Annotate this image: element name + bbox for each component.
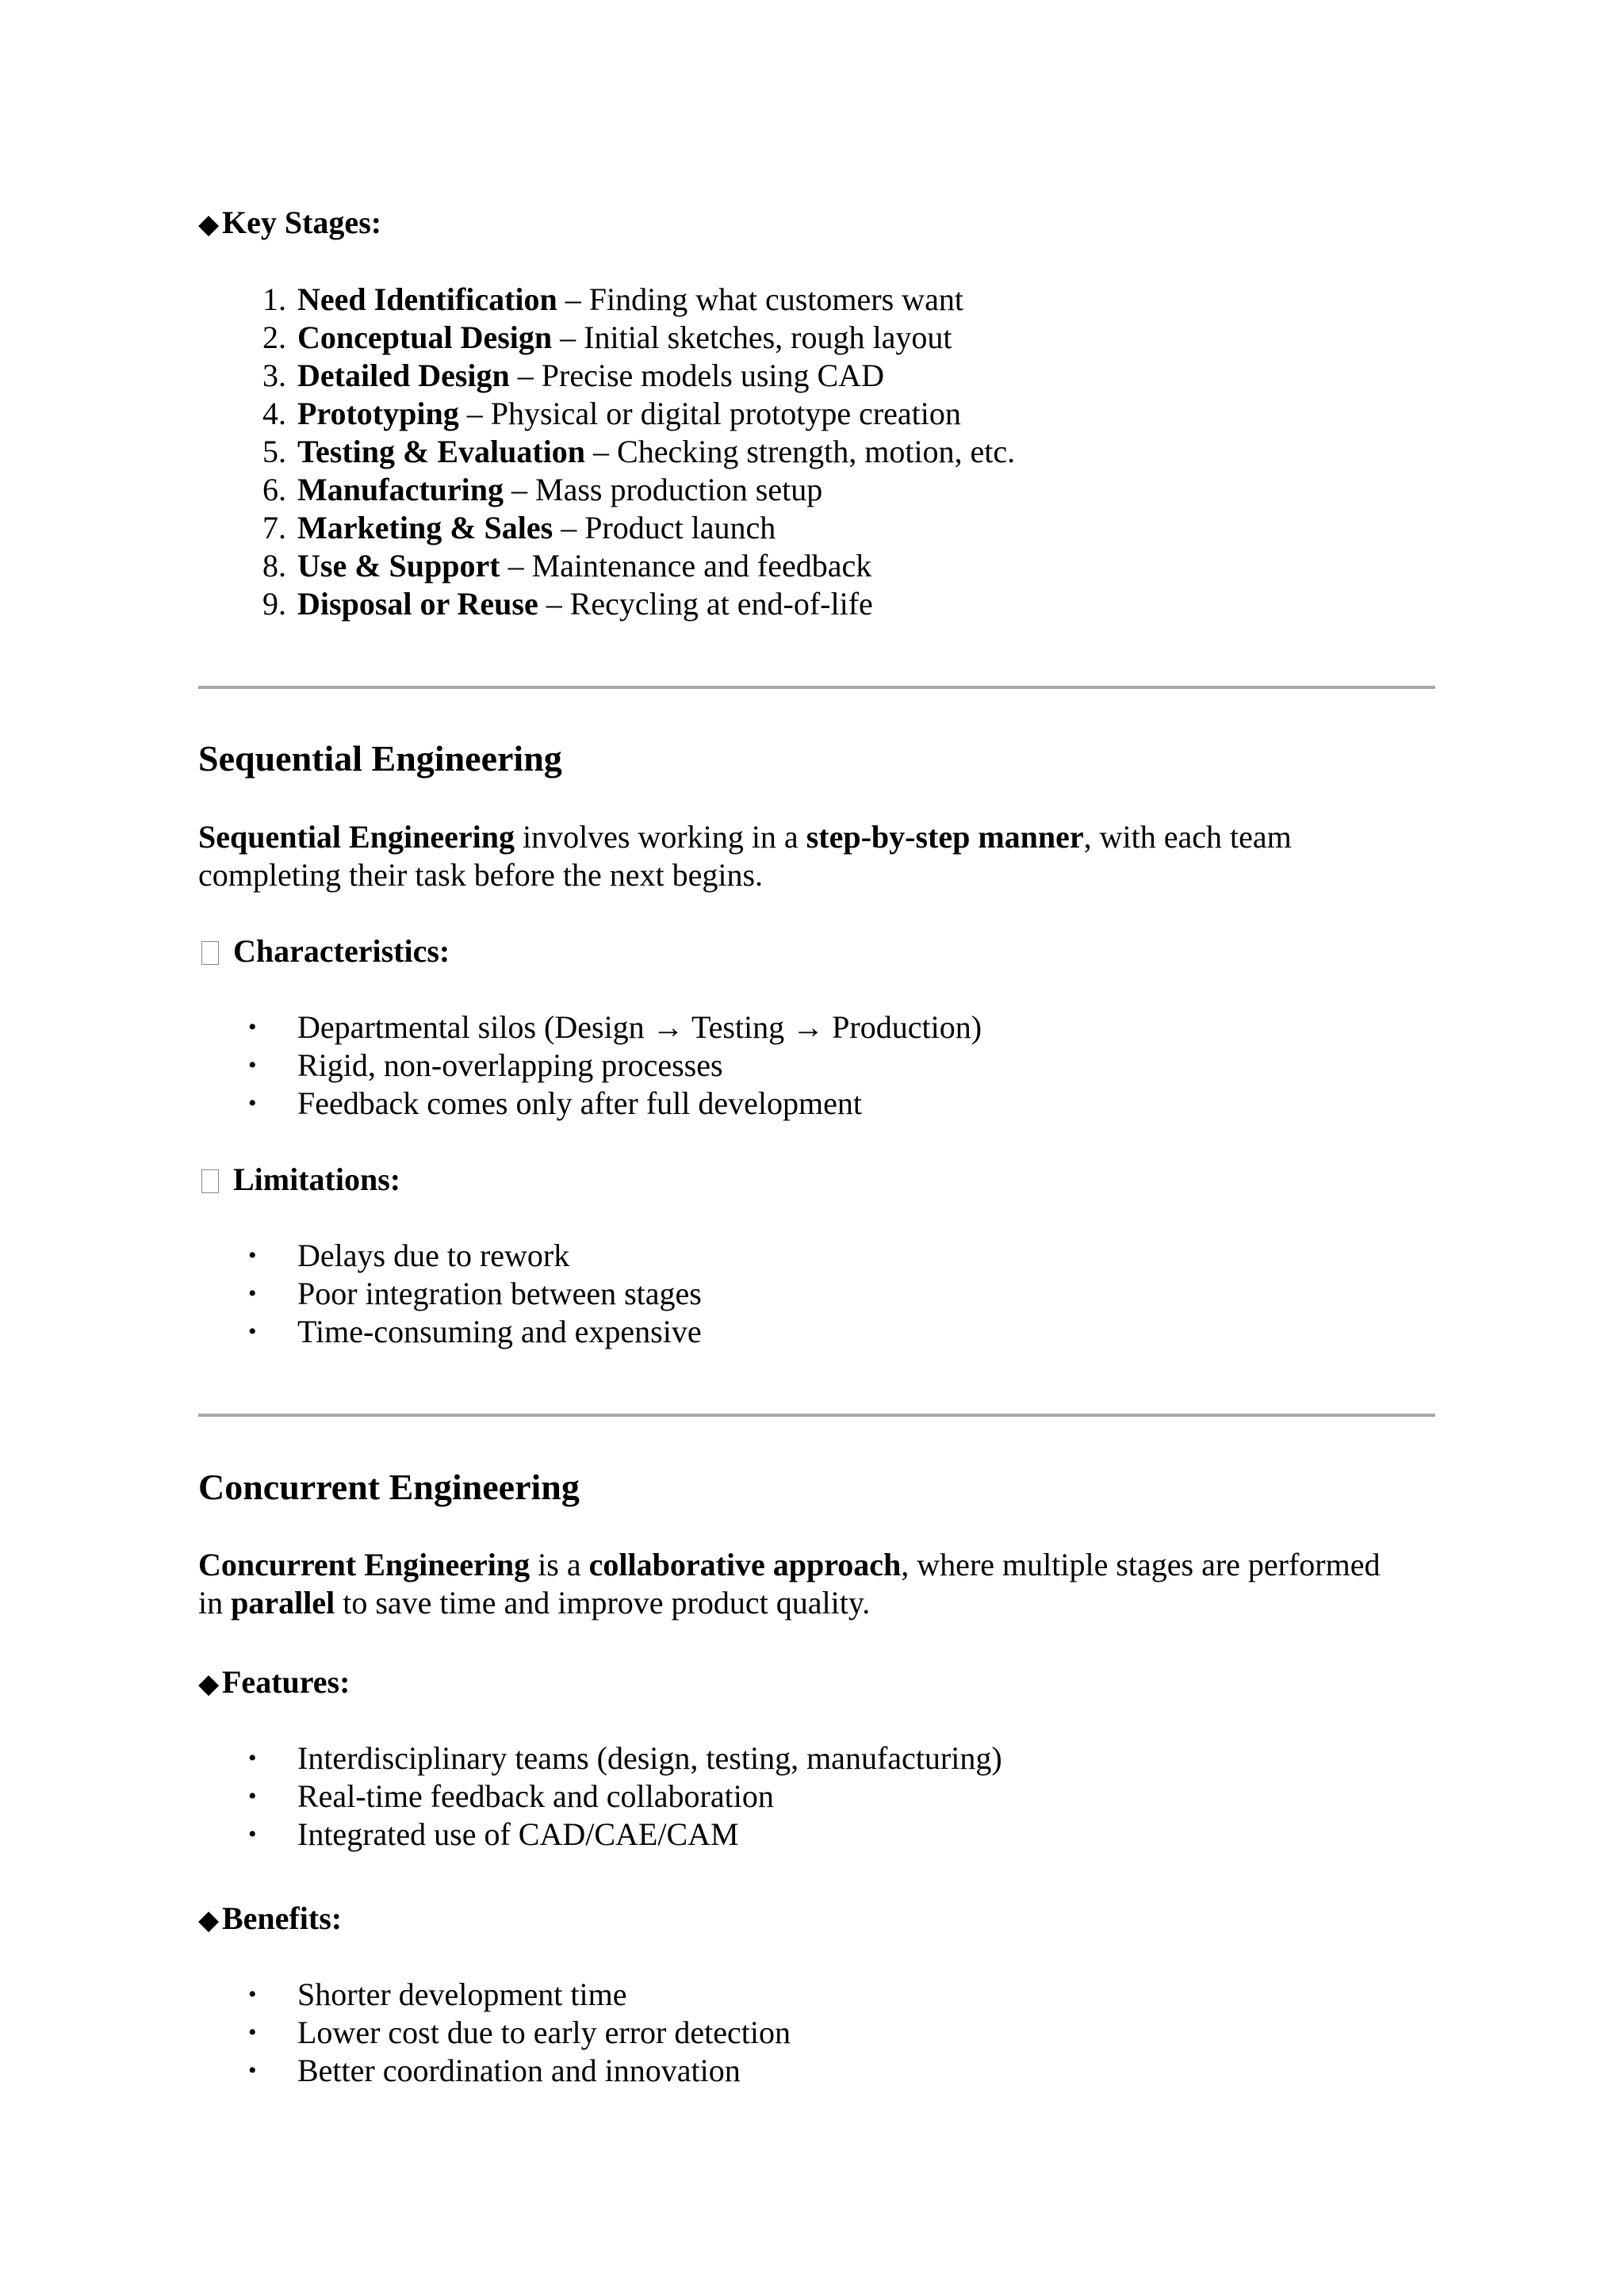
diamond-icon: ◆ xyxy=(198,210,220,239)
bullet-icon: • xyxy=(248,1280,257,1307)
bullet-icon: • xyxy=(248,2057,257,2084)
bullet-icon: • xyxy=(248,1052,257,1078)
concurrent-title: Concurrent Engineering xyxy=(198,1467,580,1507)
characteristics-heading: Characteristics: xyxy=(198,932,450,970)
bullet-icon: • xyxy=(248,1745,257,1771)
benefits-heading: ◆Benefits: xyxy=(198,1900,342,1940)
document-page: ◆Key Stages: 1. Need Identification – Finding what customers want 2. Conceptual Design – Initial sketches, rough layout 3. Detailed Design – Precise models using CAD 4. Prototyping – Physical or digital prototype creation 5. Testing & Evaluation – Checking strength, motion, etc. 6. Manufacturing – Mass production setup 7. Marketing & Sales – Product launch 8. Use & Support – Maintenance and feedback 9. Disposal or Reuse – Recycling at end-of-life Sequential Engineering Sequential Engineering involves working in a step-by-step manner, with each team completing their task before the next begins. Characteristics: • Departmental silos (Design → Testing → Production) • Rigid, non-overlapping processes • Feedback comes only after full development Limitations: • Delays due to rework • Poor integration between stages • Time-consuming and expensive Concurrent Engineering Concurrent Engineering is a collaborative approach, where multiple stages are performed in parallel to save time and improve product quality. ◆Features: • Interdisciplinary teams (design, testing, manufacturing) • Real-time feedback and collaboration • Integrated use of CAD/CAE/CAM ◆Benefits: • Shorter development time • Lower cost due to early error detection • Better coordination and innovation xyxy=(0,0,1624,2296)
diamond-icon: ◆ xyxy=(198,1670,220,1699)
bullet-icon: • xyxy=(248,2019,257,2045)
bullet-icon: • xyxy=(248,1981,257,2007)
missing-glyph-icon xyxy=(201,941,219,965)
horizontal-rule xyxy=(198,1414,1435,1417)
diamond-icon: ◆ xyxy=(198,1906,220,1935)
bullet-icon: • xyxy=(248,1090,257,1116)
limitations-heading: Limitations: xyxy=(198,1161,400,1199)
sequential-intro-line2: completing their task before the next begins. xyxy=(198,857,764,893)
sequential-title: Sequential Engineering xyxy=(198,738,562,779)
sequential-intro-line1: Sequential Engineering involves working in a step-by-step manner, with each team xyxy=(198,819,1292,855)
bullet-icon: • xyxy=(248,1318,257,1345)
bullet-icon: • xyxy=(248,1821,257,1847)
horizontal-rule xyxy=(198,686,1435,689)
concurrent-intro-line1: Concurrent Engineering is a collaborative approach, where multiple stages are performed xyxy=(198,1547,1381,1582)
features-heading: ◆Features: xyxy=(198,1663,350,1704)
bullet-icon: • xyxy=(248,1014,257,1040)
bullet-icon: • xyxy=(248,1783,257,1809)
concurrent-intro-line2: in parallel to save time and improve product quality. xyxy=(198,1585,871,1621)
missing-glyph-icon xyxy=(201,1169,219,1193)
key-stages-heading: ◆Key Stages: xyxy=(198,204,381,244)
bullet-icon: • xyxy=(248,1242,257,1269)
